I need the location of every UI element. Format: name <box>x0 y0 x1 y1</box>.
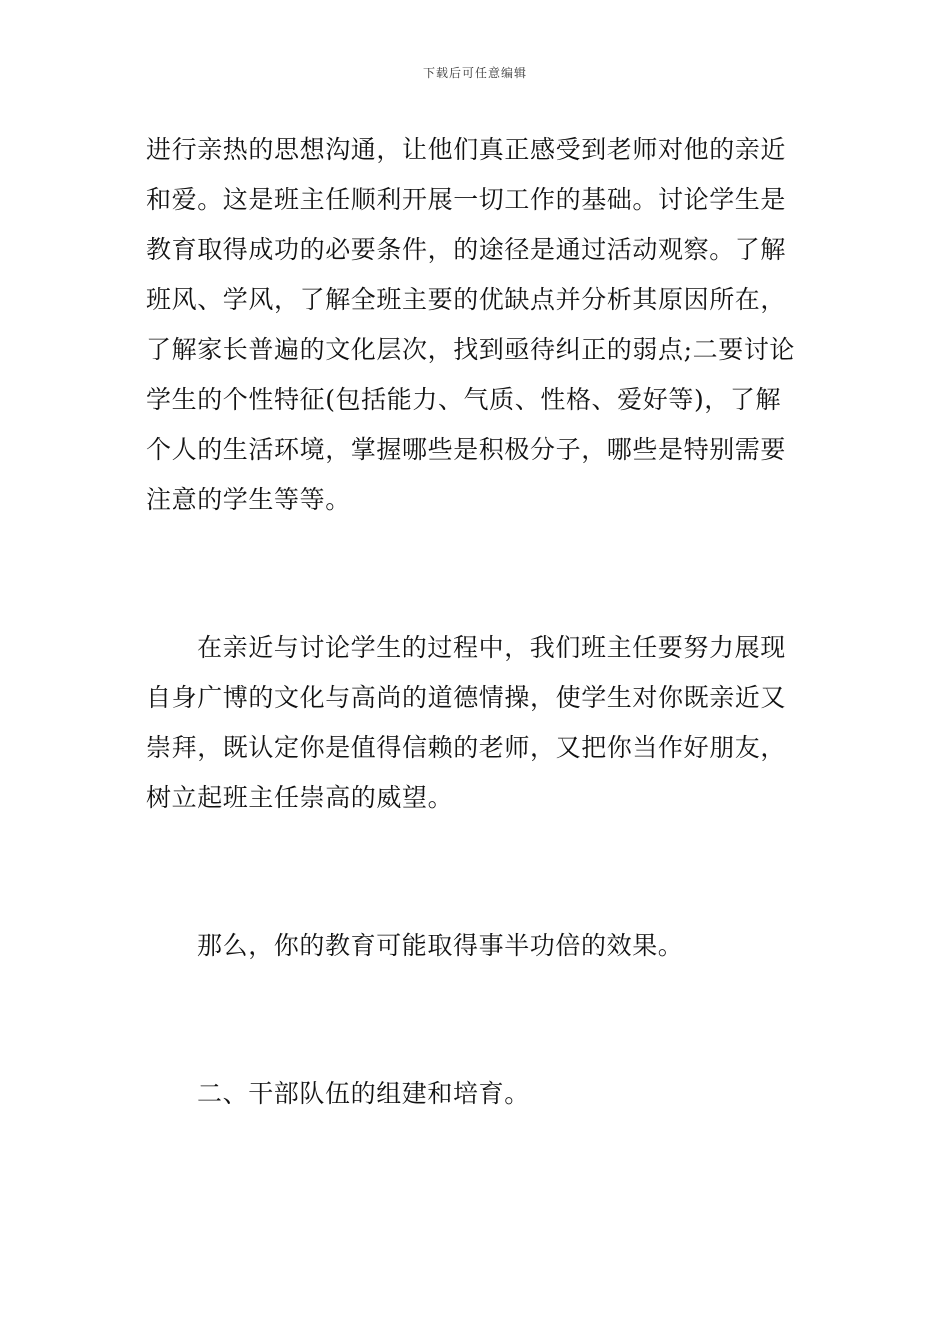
text-line: 树立起班主任崇高的威望。 <box>146 783 454 812</box>
text-line: 那么，你的教育可能取得事半功倍的效果。 <box>197 931 684 960</box>
text-line: 进行亲热的思想沟通，让他们真正感受到老师对他的亲近 <box>146 135 787 164</box>
text-line: 了解家长普遍的文化层次，找到亟待纠正的弱点;二要讨论 <box>146 335 796 364</box>
text-line: 注意的学生等等。 <box>146 485 351 514</box>
text-line: 班风、学风，了解全班主要的优缺点并分析其原因所在， <box>146 285 787 314</box>
text-line: 二、干部队伍的组建和培育。 <box>197 1079 530 1108</box>
text-line: 崇拜，既认定你是值得信赖的老师，又把你当作好朋友， <box>146 733 787 762</box>
text-line: 和爱。这是班主任顺利开展一切工作的基础。讨论学生是 <box>146 185 787 214</box>
page-header: 下载后可任意编辑 <box>422 66 527 80</box>
text-line: 在亲近与讨论学生的过程中，我们班主任要努力展现 <box>197 633 786 662</box>
text-line: 教育取得成功的必要条件，的途径是通过活动观察。了解 <box>146 235 787 264</box>
text-line: 学生的个性特征(包括能力、气质、性格、爱好等)，了解 <box>146 385 782 414</box>
text-line: 自身广博的文化与高尚的道德情操，使学生对你既亲近又 <box>146 683 787 712</box>
text-line: 个人的生活环境，掌握哪些是积极分子，哪些是特别需要 <box>146 435 787 464</box>
